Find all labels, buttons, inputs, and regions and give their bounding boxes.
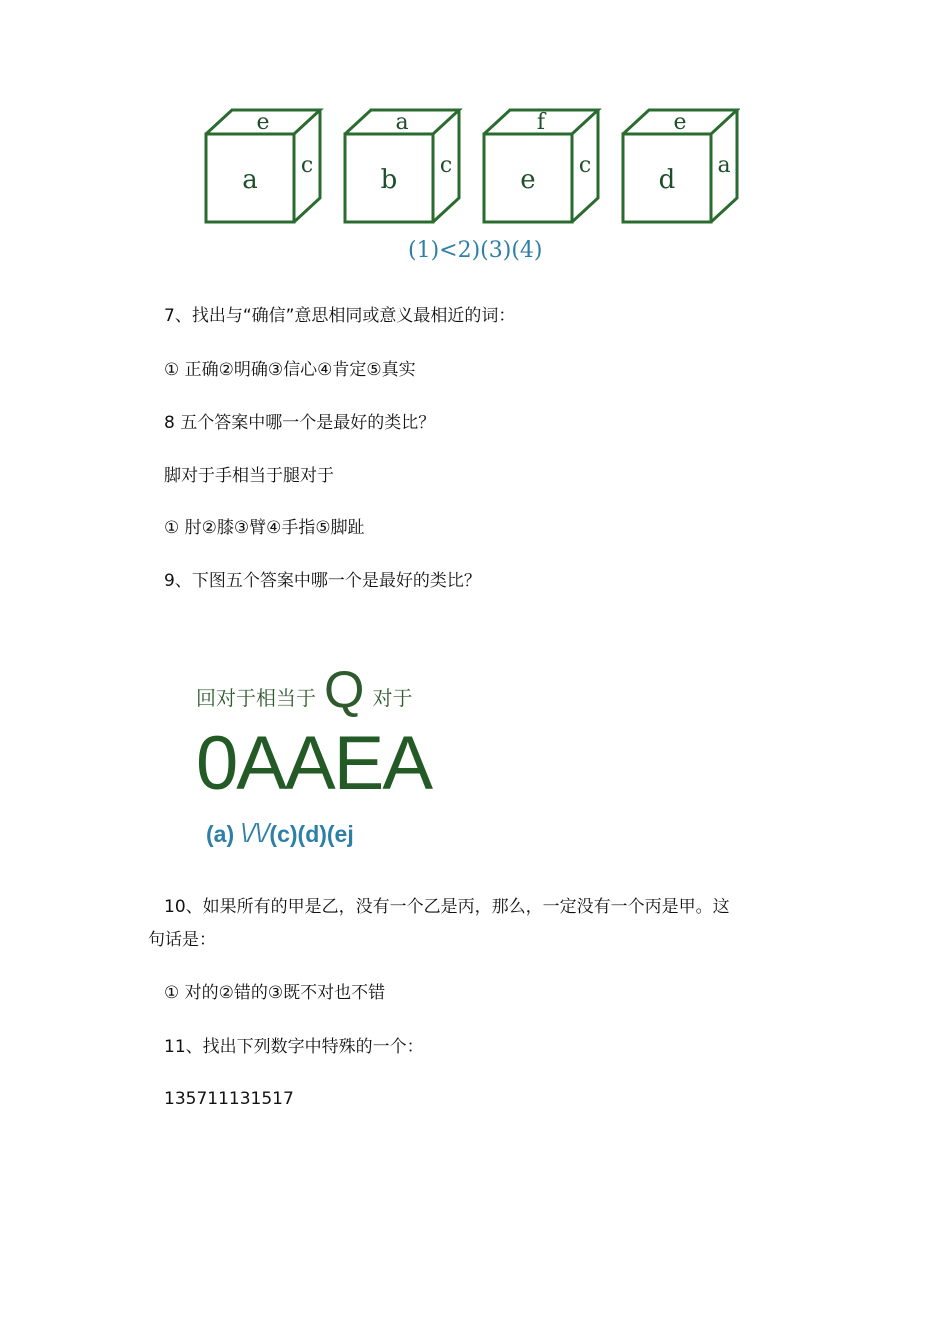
q9-caption-rest: (c)(d)(ej bbox=[269, 821, 354, 847]
q7-options: ① 正确②明确③信心④肯定⑤真实 bbox=[164, 360, 416, 380]
cube-4-top-label: e bbox=[673, 110, 687, 135]
cube-1 bbox=[206, 110, 320, 222]
cube-2-top-label: a bbox=[395, 110, 409, 135]
q8-options: ① 肘②膝③臂④手指⑤脚趾 bbox=[164, 518, 365, 538]
q9-analogy-part2: 对于 bbox=[372, 686, 413, 710]
cube-1-front-label: a bbox=[242, 165, 258, 195]
cube-figure-caption: (1)<2)(3)(4) bbox=[408, 238, 543, 263]
cube-2-side-label: c bbox=[439, 153, 453, 178]
q9-caption-a: (a) bbox=[206, 821, 235, 847]
q10-question-line2: 句话是： bbox=[148, 930, 216, 950]
cube-2 bbox=[345, 110, 459, 222]
q9-shapes: 0AAEA bbox=[196, 721, 432, 806]
q9-shapes-caption bbox=[206, 818, 354, 849]
q9-question: 9、下图五个答案中哪一个是最好的类比？ bbox=[164, 571, 481, 591]
q7-question: 7、找出与“确信”意思相同或意义最相近的词： bbox=[164, 306, 516, 326]
cube-3 bbox=[484, 110, 598, 222]
q10-question-line1: 10、如果所有的甲是乙，没有一个乙是丙，那么，一定没有一个丙是甲。这 bbox=[164, 897, 730, 917]
cube-2-front-label: b bbox=[380, 165, 398, 195]
cube-3-side-label: c bbox=[578, 153, 592, 178]
cube-4 bbox=[623, 110, 737, 222]
q9-analogy bbox=[196, 660, 412, 720]
q8-stem: 脚对于手相当于腿对于 bbox=[164, 466, 334, 486]
cube-4-side-label: a bbox=[717, 153, 731, 178]
q10-options: ① 对的②错的③既不对也不错 bbox=[164, 983, 386, 1003]
q11-question: 11、找出下列数字中特殊的一个： bbox=[164, 1037, 424, 1057]
q9-caption-b: \/\/ bbox=[240, 818, 270, 848]
cube-figure bbox=[200, 106, 740, 230]
q8-question: 8 五个答案中哪一个是最好的类比？ bbox=[164, 413, 436, 433]
q9-analogy-part1: 回对于相当于 bbox=[196, 686, 316, 710]
cube-1-side-label: c bbox=[300, 153, 314, 178]
q11-numbers: 135711131517 bbox=[164, 1089, 294, 1109]
cube-3-front-label: e bbox=[520, 165, 536, 195]
cube-3-top-label: f bbox=[536, 110, 546, 135]
q9-analogy-symbol: Q bbox=[324, 661, 365, 719]
cube-4-front-label: d bbox=[658, 165, 676, 195]
cube-1-top-label: e bbox=[256, 110, 270, 135]
